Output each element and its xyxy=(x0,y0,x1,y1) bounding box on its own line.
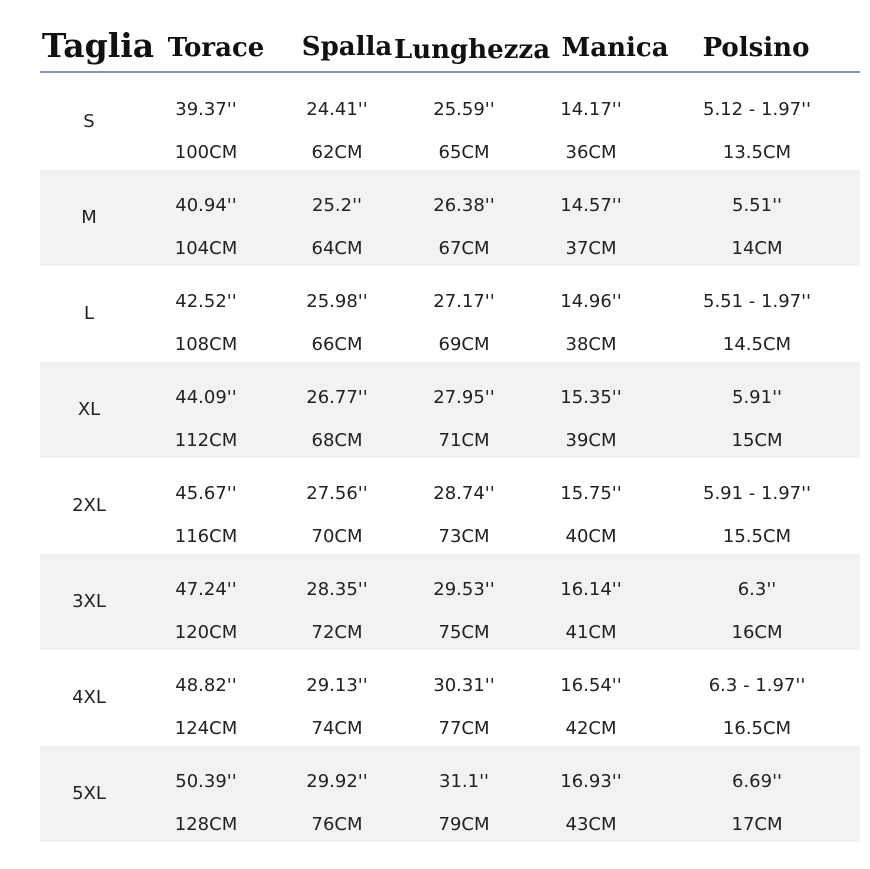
table-row xyxy=(40,74,860,170)
cm-value: 74CM xyxy=(311,718,363,739)
cm-value: 73CM xyxy=(438,526,490,547)
cm-value: 112CM xyxy=(174,430,238,451)
cm-value: 71CM xyxy=(438,430,490,451)
inch-value: 6.69'' xyxy=(732,771,782,792)
size-label: 3XL xyxy=(72,591,106,612)
inch-value: 14.17'' xyxy=(560,99,622,120)
cm-value: 16.5CM xyxy=(722,718,792,739)
inch-value: 5.51 - 1.97'' xyxy=(703,291,811,312)
cm-value: 39CM xyxy=(565,430,617,451)
cm-value: 100CM xyxy=(174,142,238,163)
header-torace: Torace xyxy=(167,33,265,63)
inch-value: 15.75'' xyxy=(560,483,622,504)
inch-value: 5.91'' xyxy=(732,387,782,408)
table-row xyxy=(40,650,860,746)
inch-value: 29.13'' xyxy=(306,675,368,696)
inch-value: 48.82'' xyxy=(175,675,237,696)
header-spalla: Spalla xyxy=(301,32,393,62)
cm-value: 104CM xyxy=(174,238,238,259)
cm-value: 77CM xyxy=(438,718,490,739)
inch-value: 44.09'' xyxy=(175,387,237,408)
cm-value: 64CM xyxy=(311,238,363,259)
cm-value: 67CM xyxy=(438,238,490,259)
inch-value: 39.37'' xyxy=(175,99,237,120)
inch-value: 25.59'' xyxy=(433,99,495,120)
cm-value: 69CM xyxy=(438,334,490,355)
cm-value: 15CM xyxy=(731,430,783,451)
header-divider xyxy=(40,71,860,73)
table-row xyxy=(40,746,860,842)
size-label: 2XL xyxy=(72,495,106,516)
cm-value: 40CM xyxy=(565,526,617,547)
cm-value: 41CM xyxy=(565,622,617,643)
inch-value: 16.93'' xyxy=(560,771,622,792)
cm-value: 37CM xyxy=(565,238,617,259)
cm-value: 75CM xyxy=(438,622,490,643)
table-row xyxy=(40,458,860,554)
inch-value: 27.95'' xyxy=(433,387,495,408)
inch-value: 26.77'' xyxy=(306,387,368,408)
inch-value: 42.52'' xyxy=(175,291,237,312)
inch-value: 24.41'' xyxy=(306,99,368,120)
cm-value: 17CM xyxy=(731,814,783,835)
header-polsino: Polsino xyxy=(702,33,810,63)
header-manica: Manica xyxy=(561,33,669,63)
inch-value: 28.35'' xyxy=(306,579,368,600)
header-taglia: Taglia xyxy=(41,26,155,65)
cm-value: 120CM xyxy=(174,622,238,643)
inch-value: 14.57'' xyxy=(560,195,622,216)
inch-value: 15.35'' xyxy=(560,387,622,408)
cm-value: 14.5CM xyxy=(722,334,792,355)
table-row xyxy=(40,170,860,266)
inch-value: 14.96'' xyxy=(560,291,622,312)
inch-value: 25.2'' xyxy=(312,195,362,216)
inch-value: 6.3 - 1.97'' xyxy=(708,675,806,696)
inch-value: 31.1'' xyxy=(439,771,489,792)
cm-value: 42CM xyxy=(565,718,617,739)
inch-value: 6.3'' xyxy=(737,579,777,600)
cm-value: 124CM xyxy=(174,718,238,739)
cm-value: 72CM xyxy=(311,622,363,643)
cm-value: 62CM xyxy=(311,142,363,163)
inch-value: 16.54'' xyxy=(560,675,622,696)
table-row xyxy=(40,362,860,458)
inch-value: 5.91 - 1.97'' xyxy=(703,483,811,504)
size-label: L xyxy=(83,303,95,324)
inch-value: 27.17'' xyxy=(433,291,495,312)
inch-value: 5.12 - 1.97'' xyxy=(703,99,811,120)
size-label: S xyxy=(83,111,95,132)
size-label: XL xyxy=(77,399,101,420)
size-label: 4XL xyxy=(72,687,106,708)
cm-value: 116CM xyxy=(174,526,238,547)
cm-value: 79CM xyxy=(438,814,490,835)
inch-value: 28.74'' xyxy=(433,483,495,504)
inch-value: 16.14'' xyxy=(560,579,622,600)
cm-value: 43CM xyxy=(565,814,617,835)
inch-value: 45.67'' xyxy=(175,483,237,504)
cm-value: 65CM xyxy=(438,142,490,163)
inch-value: 26.38'' xyxy=(433,195,495,216)
cm-value: 76CM xyxy=(311,814,363,835)
inch-value: 47.24'' xyxy=(175,579,237,600)
inch-value: 27.56'' xyxy=(306,483,368,504)
size-label: 5XL xyxy=(72,783,106,804)
cm-value: 14CM xyxy=(731,238,783,259)
inch-value: 30.31'' xyxy=(433,675,495,696)
inch-value: 25.98'' xyxy=(306,291,368,312)
cm-value: 13.5CM xyxy=(722,142,792,163)
cm-value: 70CM xyxy=(311,526,363,547)
inch-value: 50.39'' xyxy=(175,771,237,792)
cm-value: 68CM xyxy=(311,430,363,451)
cm-value: 38CM xyxy=(565,334,617,355)
size-label: M xyxy=(81,207,97,228)
cm-value: 108CM xyxy=(174,334,238,355)
cm-value: 128CM xyxy=(174,814,238,835)
cm-value: 16CM xyxy=(731,622,783,643)
inch-value: 29.92'' xyxy=(306,771,368,792)
cm-value: 36CM xyxy=(565,142,617,163)
table-header xyxy=(40,0,860,74)
table-row xyxy=(40,554,860,650)
inch-value: 29.53'' xyxy=(433,579,495,600)
cm-value: 15.5CM xyxy=(722,526,792,547)
inch-value: 5.51'' xyxy=(732,195,782,216)
cm-value: 66CM xyxy=(311,334,363,355)
table-row xyxy=(40,266,860,362)
inch-value: 40.94'' xyxy=(175,195,237,216)
header-lunghezza: Lunghezza xyxy=(393,35,551,65)
